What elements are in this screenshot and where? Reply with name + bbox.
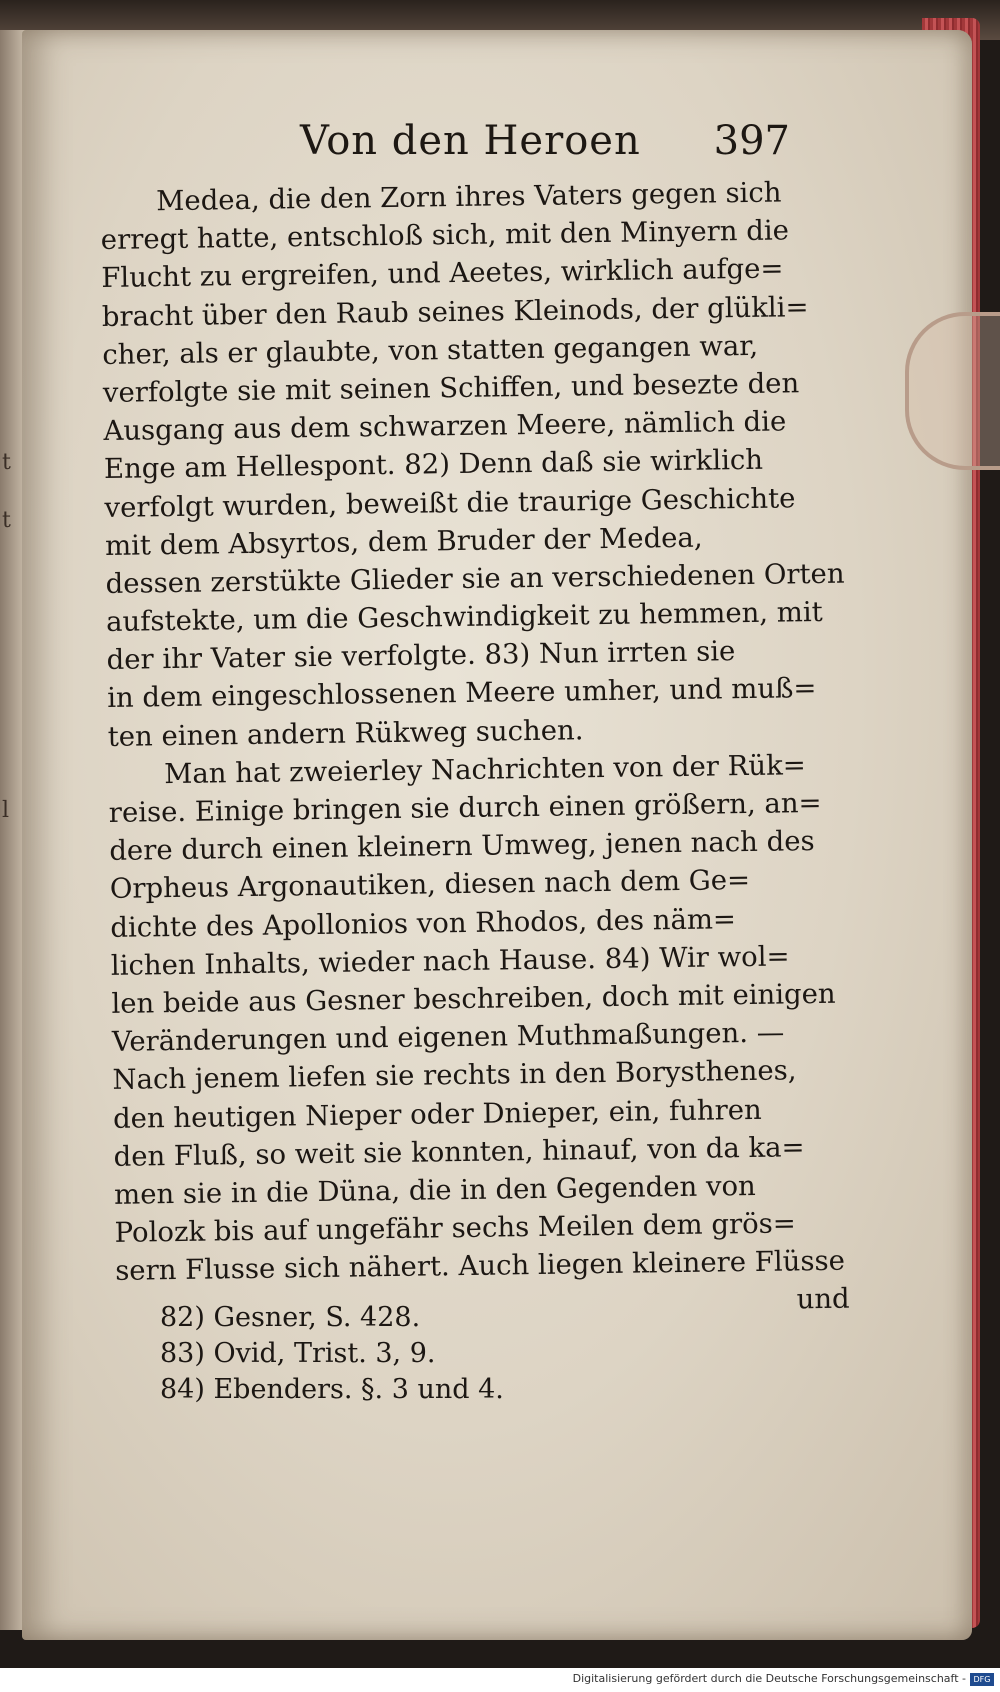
- text-line: Polozk bis auf ungefähr sechs Meilen dem grös=: [114, 1207, 797, 1249]
- digitization-credit-bar: [0, 1668, 1000, 1692]
- body-text: [100, 173, 856, 1329]
- text-line: cher, als er glaubte, von statten gegangen war,: [102, 329, 759, 371]
- text-line: men sie in die Düna, die in den Gegenden von: [113, 1169, 756, 1211]
- page-number: 397: [713, 118, 790, 164]
- footnote: 83) Ovid, Trist. 3, 9.: [160, 1338, 436, 1369]
- text-line: lichen Inhalts, wieder nach Hause. 84) Wir wol=: [110, 940, 790, 982]
- text-line: len beide aus Gesner beschreiben, doch mit einigen: [111, 977, 836, 1020]
- text-line: dichte des Apollonios von Rhodos, des näm=: [110, 902, 737, 944]
- text-line: den Fluß, so weit sie konnten, hinauf, von da ka=: [113, 1130, 805, 1173]
- text-line: den heutigen Nieper oder Dnieper, ein, fuhren: [112, 1093, 762, 1135]
- text-line: reise. Einige bringen sie durch einen größern, an=: [108, 786, 822, 829]
- text-line: mit dem Absyrtos, dem Bruder der Medea,: [104, 521, 703, 562]
- text-line: der ihr Vater sie verfolgte. 83) Nun irrten sie: [106, 635, 736, 677]
- text-line: Man hat zweierley Nachrichten von der Rük=: [164, 749, 807, 790]
- text-line: Flucht zu ergreifen, und Aeetes, wirklich aufge=: [101, 252, 784, 295]
- facing-page-text-fragments: t t l: [2, 450, 11, 823]
- text-line: ten einen andern Rükweg suchen.: [107, 713, 584, 753]
- text-line: Enge am Hellespont. 82) Denn daß sie wirklich: [103, 444, 764, 486]
- text-line: Medea, die den Zorn ihres Vaters gegen sich: [156, 176, 782, 218]
- text-line: Ausgang aus dem schwarzen Meere, nämlich die: [103, 405, 787, 448]
- text-line: aufstekte, um die Geschwindigkeit zu hemmen, mit: [105, 596, 823, 639]
- text-line: Nach jenem liefen sie rechts in den Borysthenes,: [112, 1054, 797, 1097]
- footnote: 82) Gesner, S. 428.: [160, 1302, 421, 1333]
- text-line: verfolgte sie mit seinen Schiffen, und besezte den: [102, 367, 800, 409]
- text-line: bracht über den Raub seines Kleinods, der glükli=: [101, 290, 809, 333]
- footnotes: [160, 1300, 720, 1408]
- text-line: Veränderungen und eigenen Muthmaßungen. —: [111, 1016, 785, 1059]
- page-tab-marker: [905, 312, 1000, 470]
- footnote: 84) Ebenders. §. 3 und 4.: [160, 1374, 504, 1405]
- text-line: in dem eingeschlossenen Meere umher, und muß=: [106, 672, 817, 715]
- running-head: [300, 118, 790, 168]
- text-line: Orpheus Argonautiken, diesen nach dem Ge=: [109, 864, 751, 906]
- running-head-title: Von den Heroen: [300, 118, 641, 164]
- catchword: und: [796, 1283, 850, 1316]
- credit-text: Digitalisierung gefördert durch die Deutsche Forschungsgemeinschaft -: [572, 1672, 966, 1685]
- text-line: erregt hatte, entschloß sich, mit den Minyern die: [100, 214, 790, 257]
- dfg-logo: DFG: [970, 1673, 994, 1686]
- text-line: dessen zerstükte Glieder sie an verschiedenen Orten: [105, 557, 845, 600]
- text-line: verfolgt wurden, beweißt die traurige Geschichte: [104, 481, 796, 524]
- text-line: sern Flusse sich nähert. Auch liegen kleinere Flüsse: [114, 1244, 846, 1288]
- text-line: dere durch einen kleinern Umweg, jenen nach des: [109, 825, 815, 868]
